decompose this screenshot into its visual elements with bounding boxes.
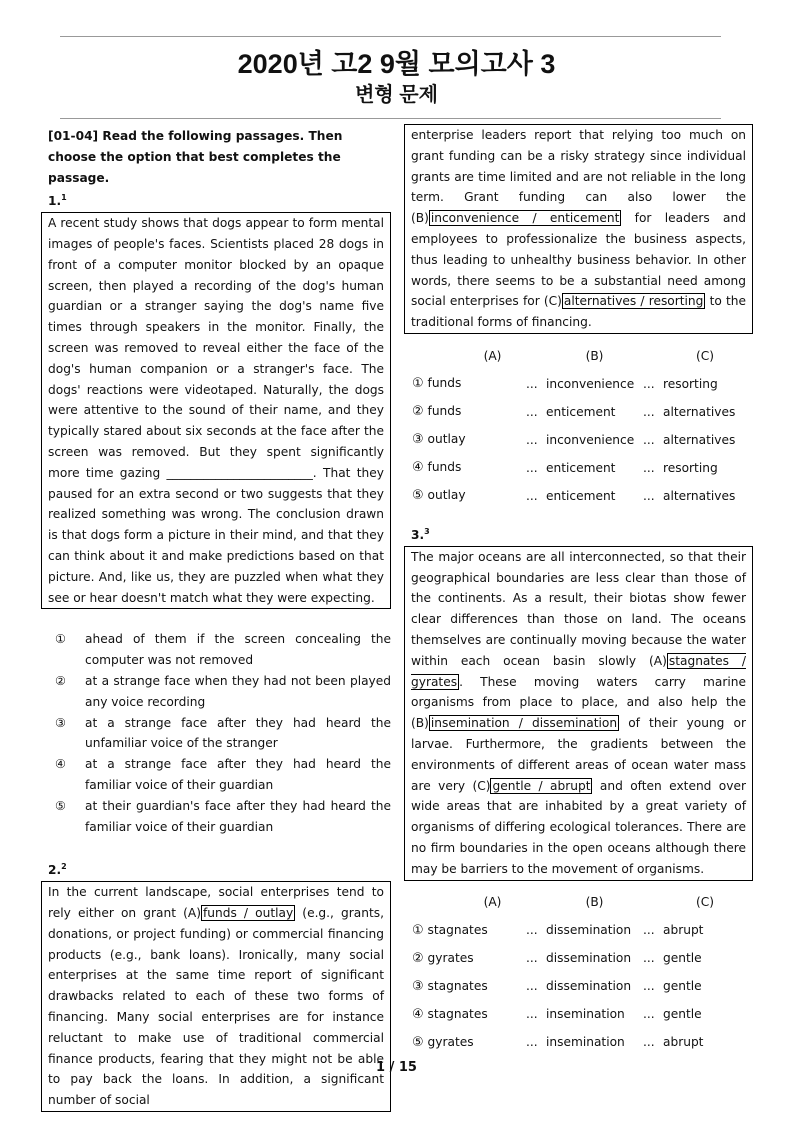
ellipsis: ... [643,488,655,503]
ellipsis: ... [643,979,655,994]
choice-number: ④ funds [412,460,462,476]
ellipsis: ... [643,404,655,419]
choice-number: ③ outlay [412,432,466,448]
question-3-label [404,522,753,546]
choice-header-row [412,342,747,370]
q3-footnote: 3 [424,526,430,536]
option-number: ④ [55,757,66,772]
ellipsis: ... [526,376,538,391]
choice-number: ⑤ gyrates [412,1034,474,1050]
option-text: at a strange face after they had heard the familiar voice of their guardian [85,757,391,792]
ellipsis: ... [643,1007,655,1022]
passage-text: (e.g., grants, donations, or project funding) or commercial financing products (e.g., bank loans). Ironically, many social enterprises at the same time report of significant drawbacks related to each of these two forms of financing. Many social enterprises are for instance reluctant to make use of traditional commercial finance products, fearing that they might not be able to pay back the loans. In addition, a significant number of social [48,906,384,1108]
choice-row[interactable] [412,1029,747,1057]
word-choice-box: insemination / dissemination [430,716,618,731]
word-choice-box: stagnates / gyrates [411,653,746,689]
passage-text: A recent study shows that dogs appear to form mental images of people's faces. Scientists placed 28 dogs in front of a computer monitor blocked by an opaque screen, then played a recording of the dog's human guardian or a stranger saying the dog's name five times through speakers in the monitor. Finally, the screen was removed to reveal either the face of the dog's human companion or a stranger's face. The dogs' reactions were videotaped. Naturally, the dogs were attentive to the sound of their name, and they typically stared about six seconds at the face after the screen was removed. But they spent significantly more time gazing ________________________. That they paused for an extra second or two suggests that they realized something was wrong. The conclusion drawn is that dogs form a picture in their mind, and that they can think about it and make predictions based on that picture. And, like us, they are puzzled when what they see or hear doesn't match what they were expecting. [48,216,384,605]
ellipsis: ... [643,1035,655,1050]
passage-text: . These moving waters carry marine organisms from place to place, and also help the (B) [411,674,746,731]
col-c-header: (C) [695,348,715,363]
page-number: 1 / 15 [376,1060,417,1075]
q2-number: 2. [48,863,62,878]
choice-c: gentle [663,951,702,966]
choice-c: gentle [663,979,702,994]
passage-text: of their young or larvae. Furthermore, the gradients between the environments of different areas of ocean water mass are very (C) [411,716,746,793]
option-number: ② [55,673,66,688]
col-b-header: (B) [585,348,604,363]
q3-passage [404,546,753,881]
choice-header-row [412,889,747,917]
choice-number: ① funds [412,376,462,392]
choice-a: stagnates [427,922,488,937]
option-number: ③ [55,715,66,730]
q2-passage-part1 [41,881,391,1112]
word-choice-box: funds / outlay [202,906,294,921]
ellipsis: ... [643,376,655,391]
choice-row[interactable] [412,398,747,426]
instructions: [01-04] Read the following passages. Then choose the option that best completes the passage. [48,129,343,185]
ellipsis: ... [526,923,538,938]
passage-text: enterprise leaders report that relying too much on grant funding can be a risky strategy since individual grants are time limited and are not reliable in the long term. Grant funding can also lower the (B) [411,128,746,226]
q3-choices [404,881,753,1057]
word-choice-box: inconvenience / enticement [430,211,620,226]
choice-a: outlay [427,488,466,503]
col-c-header: (C) [695,895,715,910]
choice-row[interactable] [412,917,747,945]
option-text: at a strange face after they had heard the unfamiliar voice of the stranger [85,715,391,751]
q1-passage [41,212,391,609]
passage-text: The major oceans are all interconnected, so that their geographical boundaries are less clear than those of the continents. As a result, their biotas show fewer clear differences than those on land. The oceans themselves are continually moving because the water within each ocean basin slowly (A) [411,549,746,668]
q1-footnote: 1 [61,193,67,203]
question-1-label [41,188,391,212]
col-a-header: (A) [483,895,502,910]
ellipsis: ... [643,460,655,475]
choice-b: dissemination [546,951,632,966]
ellipsis: ... [526,404,538,419]
q1-options [41,629,391,837]
option-text: at their guardian's face after they had heard the familiar voice of their guardian [85,798,391,834]
choice-b: dissemination [546,979,632,994]
ellipsis: ... [526,488,538,503]
choice-b: dissemination [546,923,632,938]
choice-number: ① stagnates [412,922,488,938]
choice-b: enticement [546,404,616,419]
choice-row[interactable] [412,370,747,398]
choice-c: alternatives [663,432,736,447]
choice-c: resorting [663,376,718,391]
choice-a: gyrates [427,950,474,965]
choice-a: stagnates [427,1006,488,1021]
answer-option[interactable] [55,713,391,755]
word-choice-box: alternatives / resorting [563,294,704,309]
choice-row[interactable] [412,482,747,510]
choice-c: resorting [663,460,718,475]
col-a-header: (A) [483,348,502,363]
ellipsis: ... [526,979,538,994]
ellipsis: ... [526,460,538,475]
passage-text: In the current landscape, social enterprises tend to rely either on grant (A) [48,885,384,921]
choice-number: ④ stagnates [412,1006,488,1022]
choice-row[interactable] [412,945,747,973]
choice-b: insemination [546,1035,625,1050]
choice-c: alternatives [663,404,736,419]
ellipsis: ... [643,432,655,447]
passage-text: and often extend over wide areas that are inhabited by a great variety of organisms of differing ecological tolerances. There are no firm boundaries in the open oceans although there may be barriers to the movement of organisms. [411,778,746,876]
page-title: 2020년 고2 9월 모의고사 3 [237,49,556,79]
answer-option[interactable] [55,754,391,796]
ellipsis: ... [526,1035,538,1050]
option-text: at a strange face when they had not been played any voice recording [85,673,391,709]
choice-row[interactable] [412,1001,747,1029]
choice-c: abrupt [663,1035,704,1050]
option-text: ahead of them if the screen concealing the computer was not removed [85,632,391,668]
choice-a: funds [427,404,462,419]
col-b-header: (B) [585,895,604,910]
choice-number: ⑤ outlay [412,488,466,504]
q2-choices [404,334,753,522]
left-column [41,126,391,1112]
q1-number: 1. [48,194,62,209]
choice-number: ② gyrates [412,950,474,966]
choice-row[interactable] [412,454,747,482]
choice-b: inconvenience [546,376,635,391]
choice-b: inconvenience [546,432,635,447]
option-number: ⑤ [55,798,66,813]
page-subtitle: 변형 문제 [355,84,438,106]
right-column [404,124,753,1057]
choice-b: insemination [546,1007,625,1022]
q2-footnote: 2 [61,862,67,872]
choice-a: funds [427,376,462,391]
choice-number: ② funds [412,404,462,420]
q3-number: 3. [411,528,425,543]
choice-row[interactable] [412,426,747,454]
choice-c: alternatives [663,488,736,503]
passage-text: to the traditional forms of financing. [411,294,746,330]
ellipsis: ... [643,923,655,938]
answer-option[interactable] [55,671,391,713]
choice-c: gentle [663,1007,702,1022]
choice-number: ③ stagnates [412,978,488,994]
choice-a: stagnates [427,978,488,993]
question-2-label [41,857,391,881]
choice-b: enticement [546,460,616,475]
ellipsis: ... [643,951,655,966]
q2-passage-part2 [404,124,753,334]
choice-a: outlay [427,432,466,447]
ellipsis: ... [526,1007,538,1022]
answer-option[interactable] [55,629,391,671]
header-rule [60,118,721,119]
top-rule [60,36,721,37]
choice-c: abrupt [663,923,704,938]
option-number: ① [55,632,66,647]
answer-option[interactable] [55,796,391,838]
ellipsis: ... [526,432,538,447]
choice-a: funds [427,460,462,475]
passage-text: for leaders and employees to professionalize the business aspects, thus leading to unhealthy business behavior. In other words, there seems to be a substantial need among social enterprises for (C) [411,211,746,309]
choice-row[interactable] [412,973,747,1001]
choice-b: enticement [546,488,616,503]
ellipsis: ... [526,951,538,966]
choice-a: gyrates [427,1034,474,1049]
word-choice-box: gentle / abrupt [492,778,591,793]
